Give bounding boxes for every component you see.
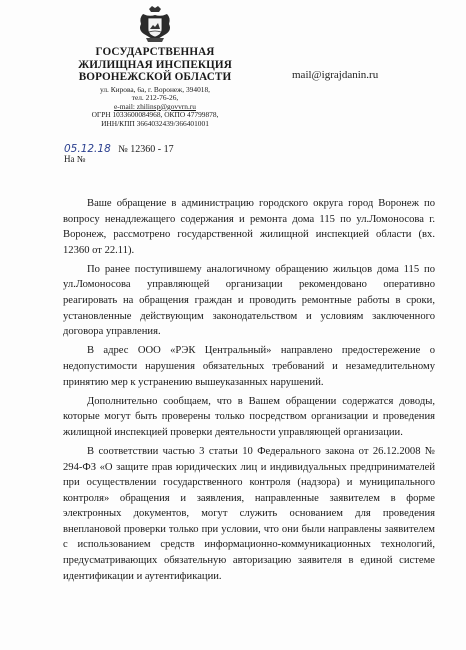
org-name [60,46,250,84]
org-phone: тел. 212-76-26, [131,93,179,103]
org-name-line-2: ЖИЛИЩНАЯ ИНСПЕКЦИЯ [78,58,232,71]
org-name-line-3: ВОРОНЕЖСКОЙ ОБЛАСТИ [78,71,232,83]
org-email[interactable]: e-mail: zhilinsp@govvrn.ru [114,101,196,111]
org-contacts [60,86,250,129]
paragraph-2: По ранее поступившему аналогичному обращению жильцов дома 115 по ул.Ломоносова управляющей организации рекомендовано оперативно реагировать на обращения граждан и проводить ремонтные работы в сроки, установленные действующим законодательством и условиям заключенного договора управления. [63,263,435,338]
letter-body [63,196,435,588]
org-name-line-1: ГОСУДАРСТВЕННАЯ [95,46,215,58]
reply-no-label: № [76,154,86,164]
letterhead [60,4,250,128]
paragraph-5: В соответствии частью 3 статьи 10 Федерального закона от 26.12.2008 № 294-ФЗ «О защите прав юридических лиц и индивидуальных предпринимателей при осуществлении государственного контроля (надзора) и муниципального контроля» обращения и заявления, направленные заявителем в форме электронных документов, могут служить основанием для проведения внеплановой проверки только при условии, что они были направлены заявителем с использованием средств информационно-коммуникационных технологий, предусматривающих обязательную авторизацию заявителя в единой системе идентификации и аутентификации. [63,445,435,582]
registration-date: 05.12.18 [64,143,111,155]
registration-number: № 12360 - 17 [118,144,174,155]
org-ogrn: ОГРН 1033600084968, ОКПО 47799878, [91,110,219,120]
reply-to-line [64,154,85,164]
paragraph-4: Дополнительно сообщаем, что в Вашем обращении содержатся доводы, которые могут быть проверены только посредством организации и проведения жилищной инспекцией проверки деятельности управляющей организации. [63,395,435,438]
org-inn: ИНН/КПП 3664032439/366401001 [101,118,209,128]
paragraph-1: Ваше обращение в администрацию городского округа город Воронеж по вопросу ненадлежащего содержания и ремонта дома 115 по ул.Ломоносова г. Воронеж, рассмотрено государственной жилищной инспекцией области (вх. 12360 от 22.11). [63,198,435,256]
paragraph-3: В адрес ООО «РЭК Центральный» направлено предостережение о недопустимости нарушения обязательных требований и незамедлительному принятию мер к устранению вышеуказанных нарушений. [63,345,435,388]
recipient-email: mail@igrajdanin.ru [292,69,379,81]
org-address: ул. Кирова, 6а, г. Воронеж, 394018, [99,84,211,94]
reply-on-label: На [64,154,75,164]
coat-of-arms-icon [135,4,175,44]
